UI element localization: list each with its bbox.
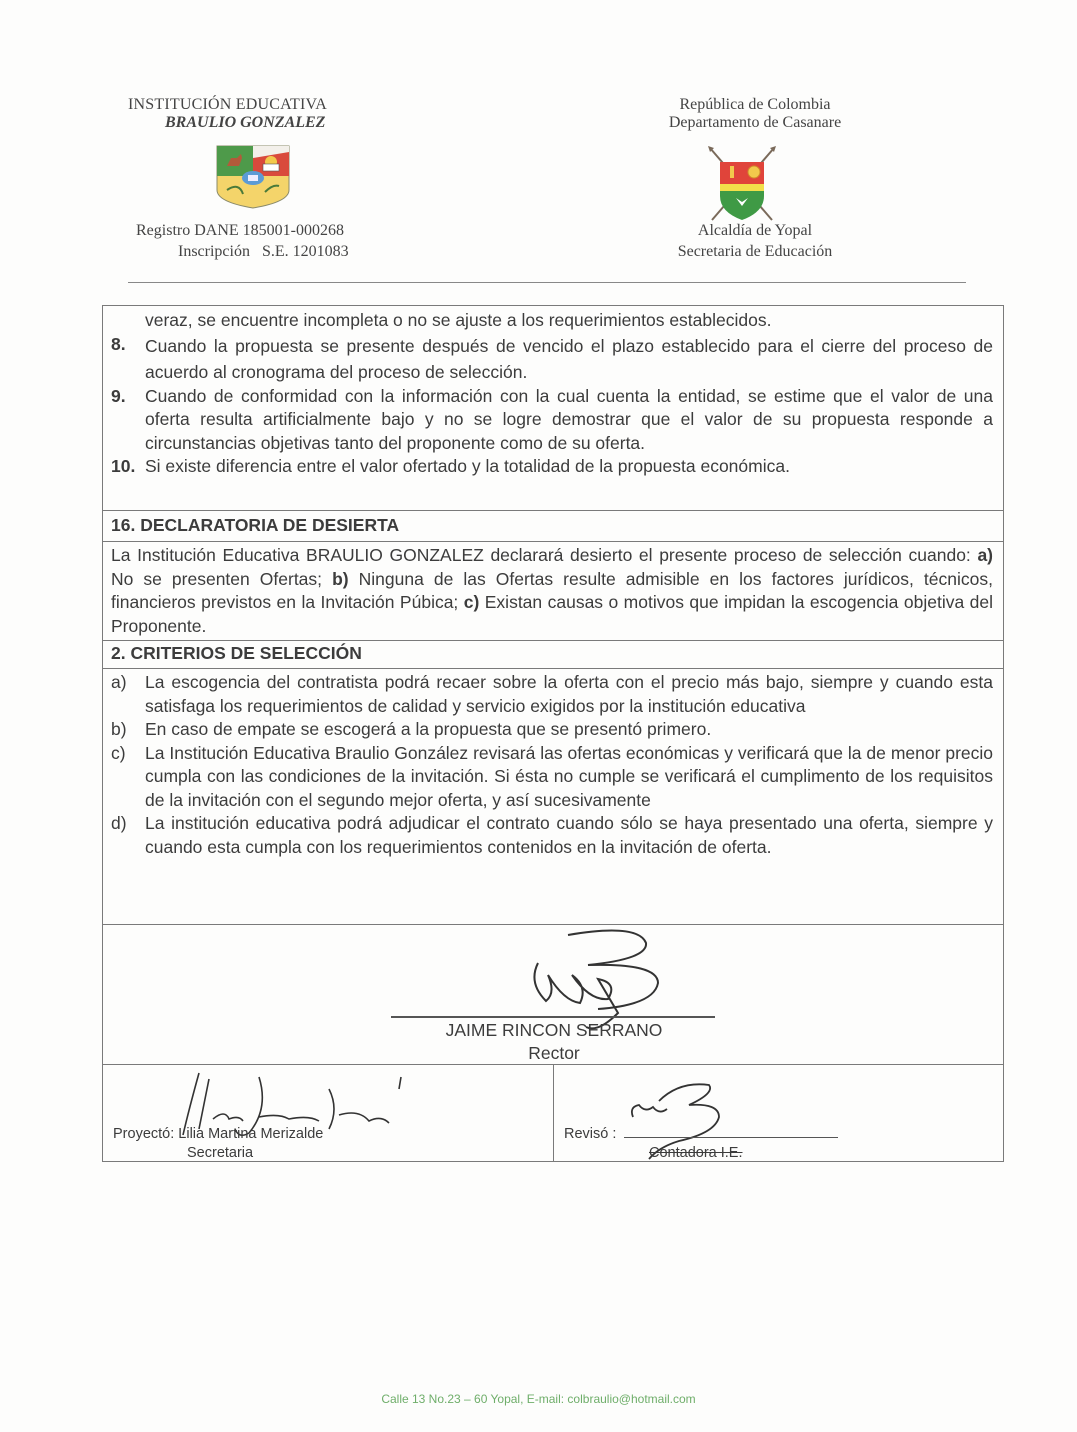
criterio-item <box>103 742 1003 813</box>
item-number: 10. <box>111 456 136 476</box>
item-number: 8. <box>111 333 126 354</box>
department-name: Departamento de Casanare <box>668 114 842 131</box>
school-crest-icon <box>215 144 291 210</box>
item-number: 9. <box>111 385 126 406</box>
rector-signature-block <box>103 925 1003 1065</box>
causal-item <box>103 455 1003 479</box>
option-c-label: c) <box>463 592 480 612</box>
institution-name: BRAULIO GONZALEZ <box>165 114 326 131</box>
item-text: La institución educativa podrá adjudicar el contrato cuando sólo se haya presentado una oferta, siempre y cuando esta cumpla con los requerimientos contenidos en la invitación de oferta. <box>145 813 993 857</box>
institution-type: INSTITUCIÓN EDUCATIVA <box>128 96 328 113</box>
inscripcion <box>178 243 349 261</box>
declaratoria-paragraph <box>103 542 1003 641</box>
option-c-text: Existan causas o motivos que impidan la escogencia objetiva del Proponente. <box>111 592 993 636</box>
item-text: Cuando la propuesta se presente después de vencido el plazo establecido para el cierre del proceso de acuerdo al cronograma del proceso de selección. <box>145 335 993 382</box>
criterio-item <box>103 718 1003 742</box>
rector-role: Rector <box>528 1043 580 1063</box>
item-label: b) <box>111 719 127 739</box>
institution-header <box>120 96 380 260</box>
approvals-row <box>103 1065 1003 1161</box>
item-label: d) <box>111 813 127 833</box>
causales-section <box>103 306 1003 511</box>
option-b-text: Ninguna de las Ofertas resulte admisible en los factores jurídicos, técnicos, financieros previstos en la Invitación Púbica; <box>111 568 993 612</box>
proyecto-role: Secretaria <box>187 1145 254 1161</box>
section-title-criterios: 2. CRITERIOS DE SELECCIÓN <box>103 641 1003 669</box>
item-text: Si existe diferencia entre el valor ofertado y la totalidad de la propuesta económica. <box>145 456 790 476</box>
causal-continuation: veraz, se encuentre incompleta o no se ajuste a los requerimientos establecidos. <box>145 310 772 330</box>
inscripcion-label: Inscripción <box>178 243 250 260</box>
option-a-label: a) <box>977 545 993 565</box>
alcaldia-name: Alcaldía de Yopal <box>697 222 813 239</box>
signature-line <box>391 1016 715 1018</box>
option-b-label: b) <box>332 568 349 589</box>
causal-item <box>103 333 1003 385</box>
reviso-label: Revisó : <box>564 1126 617 1142</box>
reviso-signature-line <box>624 1137 838 1138</box>
reviso-cell <box>554 1065 1003 1161</box>
registro-dane: Registro DANE 185001-000268 <box>136 222 344 239</box>
proyecto-label: Proyectó: Lilia Martina Merizalde <box>113 1126 324 1142</box>
item-text: En caso de empate se escogerá a la propuesta que se presentó primero. <box>145 719 712 739</box>
item-text: Cuando de conformidad con la información con la cual cuenta la entidad, se estime que el valor de una oferta resulta artificialmente bajo y no se logre demostrar que el valor de su propuesta responde a circunstancias objetivas tanto del proponente como de su oferta. <box>145 385 993 453</box>
government-header <box>640 96 870 260</box>
document-table <box>102 305 1004 1162</box>
item-text: La escogencia del contratista podrá recaer sobre la oferta con el precio más bajo, siempre y cuando esta satisfaga los requerimientos de calidad y servicio exigidos por la institución educativa <box>145 672 993 716</box>
header-divider <box>128 282 966 283</box>
item-text: La Institución Educativa Braulio González revisará las ofertas económicas y verificará que la de menor precio cumpla con las condiciones de la invitación. Si ésta no cumple se verificará el cumplimento de los requisitos de la invitación con el segundo mejor oferta, y así sucesivamente <box>145 742 993 810</box>
item-label: c) <box>111 742 126 763</box>
secretaria-name: Secretaria de Educación <box>677 243 833 260</box>
proyecto-cell <box>103 1065 554 1161</box>
criterio-item <box>103 812 1003 859</box>
inscripcion-value: S.E. 1201083 <box>261 243 349 260</box>
yopal-shield-icon <box>706 144 778 224</box>
section-title-declaratoria: 16. DECLARATORIA DE DESIERTA <box>103 511 1003 542</box>
item-label: a) <box>111 672 127 692</box>
criterios-list <box>103 669 1003 925</box>
reviso-role: Contadora I.E. <box>649 1145 743 1161</box>
criterio-item <box>103 671 1003 718</box>
option-a-text: No se presenten Ofertas; <box>111 568 333 589</box>
causal-item <box>103 385 1003 456</box>
country-name: República de Colombia <box>679 96 831 113</box>
declaratoria-intro: La Institución Educativa BRAULIO GONZALEZ declarará desierto el presente proceso de selección cuando: <box>111 545 978 565</box>
footer-address: Calle 13 No.23 – 60 Yopal, E-mail: colbraulio@hotmail.com <box>381 1392 696 1406</box>
rector-name: JAIME RINCON SERRANO <box>445 1020 663 1040</box>
